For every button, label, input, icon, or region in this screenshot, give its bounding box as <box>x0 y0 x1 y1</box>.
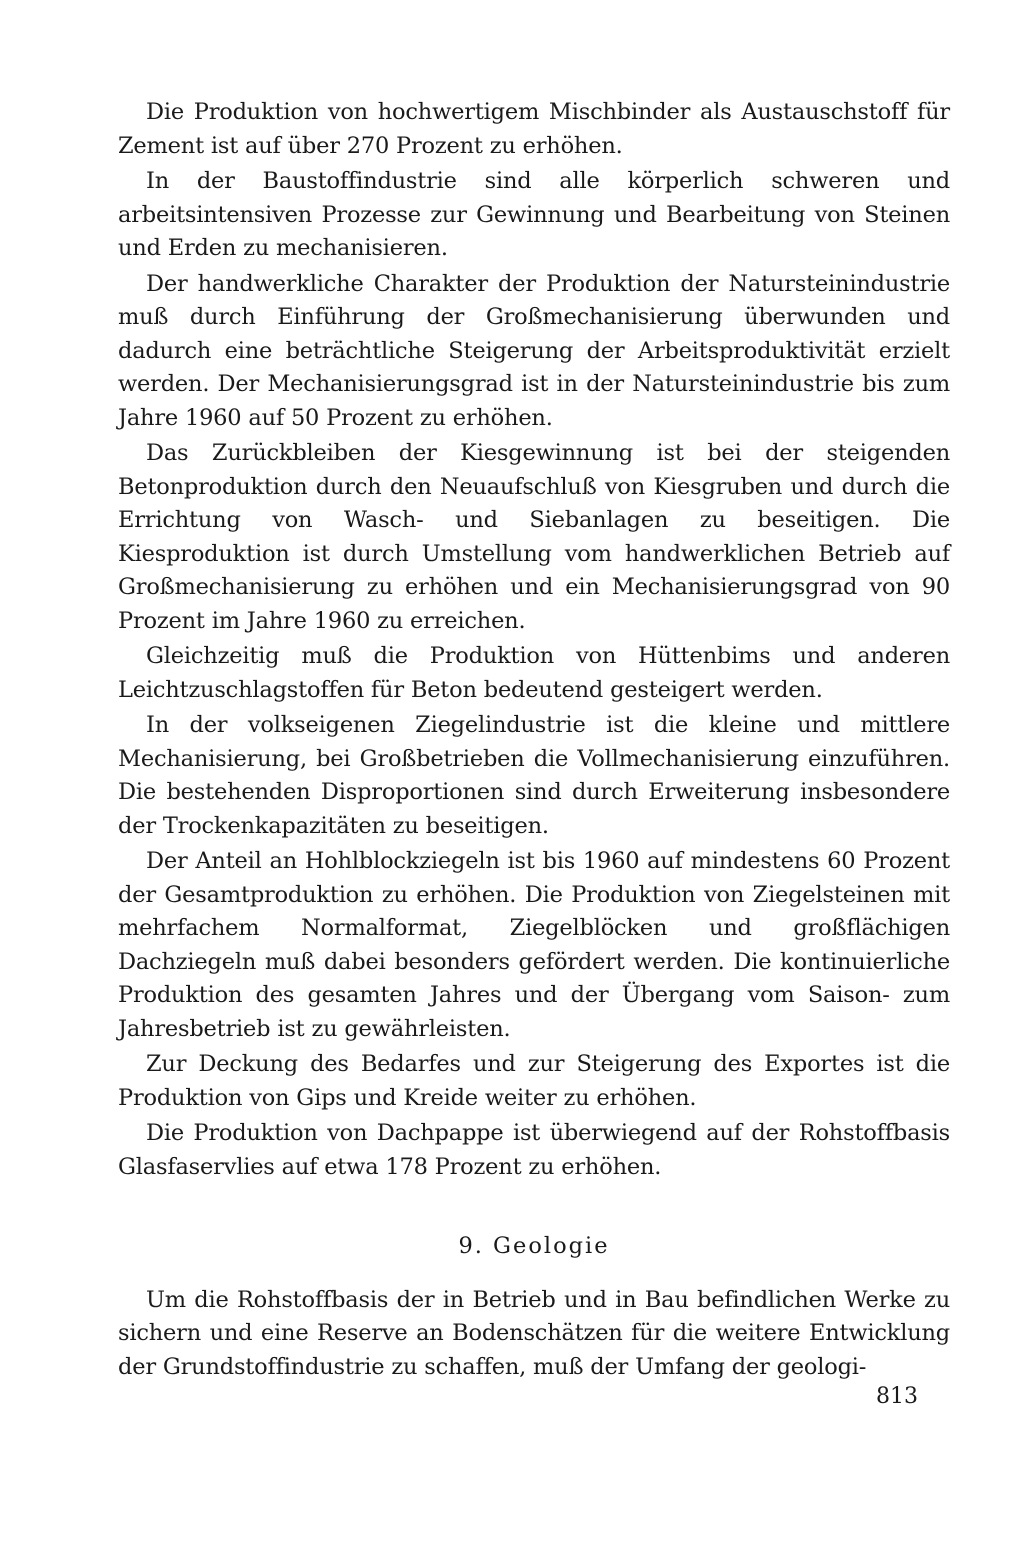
paragraph-ziegelindustrie: In der volkseigenen Ziegelindustrie ist die kleine und mittlere Mechanisierung, bei Großbetrieben die Vollmechanisierung einzuführen. Die bestehenden Disproportionen sind durch Erweiterung insbesondere der Trockenkapazitäten zu beseitigen. <box>118 712 950 839</box>
paragraph-kiesgewinnung: Das Zurückbleiben der Kiesgewinnung ist bei der steigenden Betonproduktion durch den Neuaufschluß von Kiesgruben und durch die Errichtung von Wasch- und Siebanlagen zu beseitigen. Die Kiesproduktion ist durch Umstellung vom handwerklichen Betrieb auf Großmechanisierung zu erhöhen und ein Mechanisierungsgrad von 90 Prozent im Jahre 1960 zu erreichen. <box>118 440 950 634</box>
page-number: 813 <box>876 1384 918 1409</box>
paragraph-gips-kreide: Zur Deckung des Bedarfes und zur Steigerung des Exportes ist die Produktion von Gips und Kreide weiter zu erhöhen. <box>118 1051 950 1111</box>
paragraph-baustoffindustrie: In der Baustoffindustrie sind alle körperlich schweren und arbeitsintensiven Prozesse zur Gewinnung und Bearbeitung von Steinen und Erden zu mechanisieren. <box>118 168 950 261</box>
paragraph-dachpappe: Die Produktion von Dachpappe ist überwiegend auf der Rohstoffbasis Glasfaservlies auf etwa 178 Prozent zu erhöhen. <box>118 1120 950 1180</box>
paragraph-hohlblockziegel: Der Anteil an Hohlblockziegeln ist bis 1960 auf mindestens 60 Prozent der Gesamtproduktion zu erhöhen. Die Produktion von Ziegelsteinen mit mehrfachem Normalformat, Ziegelblöcken und großflächigen Dachziegeln muß dabei besonders gefördert werden. Die kontinuierliche Produktion des gesamten Jahres und der Übergang vom Saison- zum Jahresbetrieb ist zu gewährleisten. <box>118 848 950 1042</box>
paragraph-natursteinindustrie: Der handwerkliche Charakter der Produktion der Natursteinindustrie muß durch Einführung der Großmechanisierung überwunden und dadurch eine beträchtliche Steigerung der Arbeitsproduktivität erzielt werden. Der Mechanisierungsgrad ist in der Natursteinindustrie bis zum Jahre 1960 auf 50 Prozent zu erhöhen. <box>118 270 950 431</box>
paragraph-mischbinder: Die Produktion von hochwertigem Mischbinder als Austauschstoff für Zement ist auf über 270 Prozent zu erhöhen. <box>118 99 950 159</box>
body-text <box>118 96 950 1386</box>
paragraph-geologie: Um die Rohstoffbasis der in Betrieb und in Bau befindlichen Werke zu sichern und eine Reserve an Bodenschätzen für die weitere Entwicklung der Grundstoffindustrie zu schaffen, muß der Umfang der geologi- <box>118 1286 950 1380</box>
paragraph-huettenbims: Gleichzeitig muß die Produktion von Hüttenbims und anderen Leichtzuschlagstoffen für Beton bedeutend gesteigert werden. <box>118 643 950 703</box>
section-heading: 9. Geologie <box>458 1233 610 1259</box>
